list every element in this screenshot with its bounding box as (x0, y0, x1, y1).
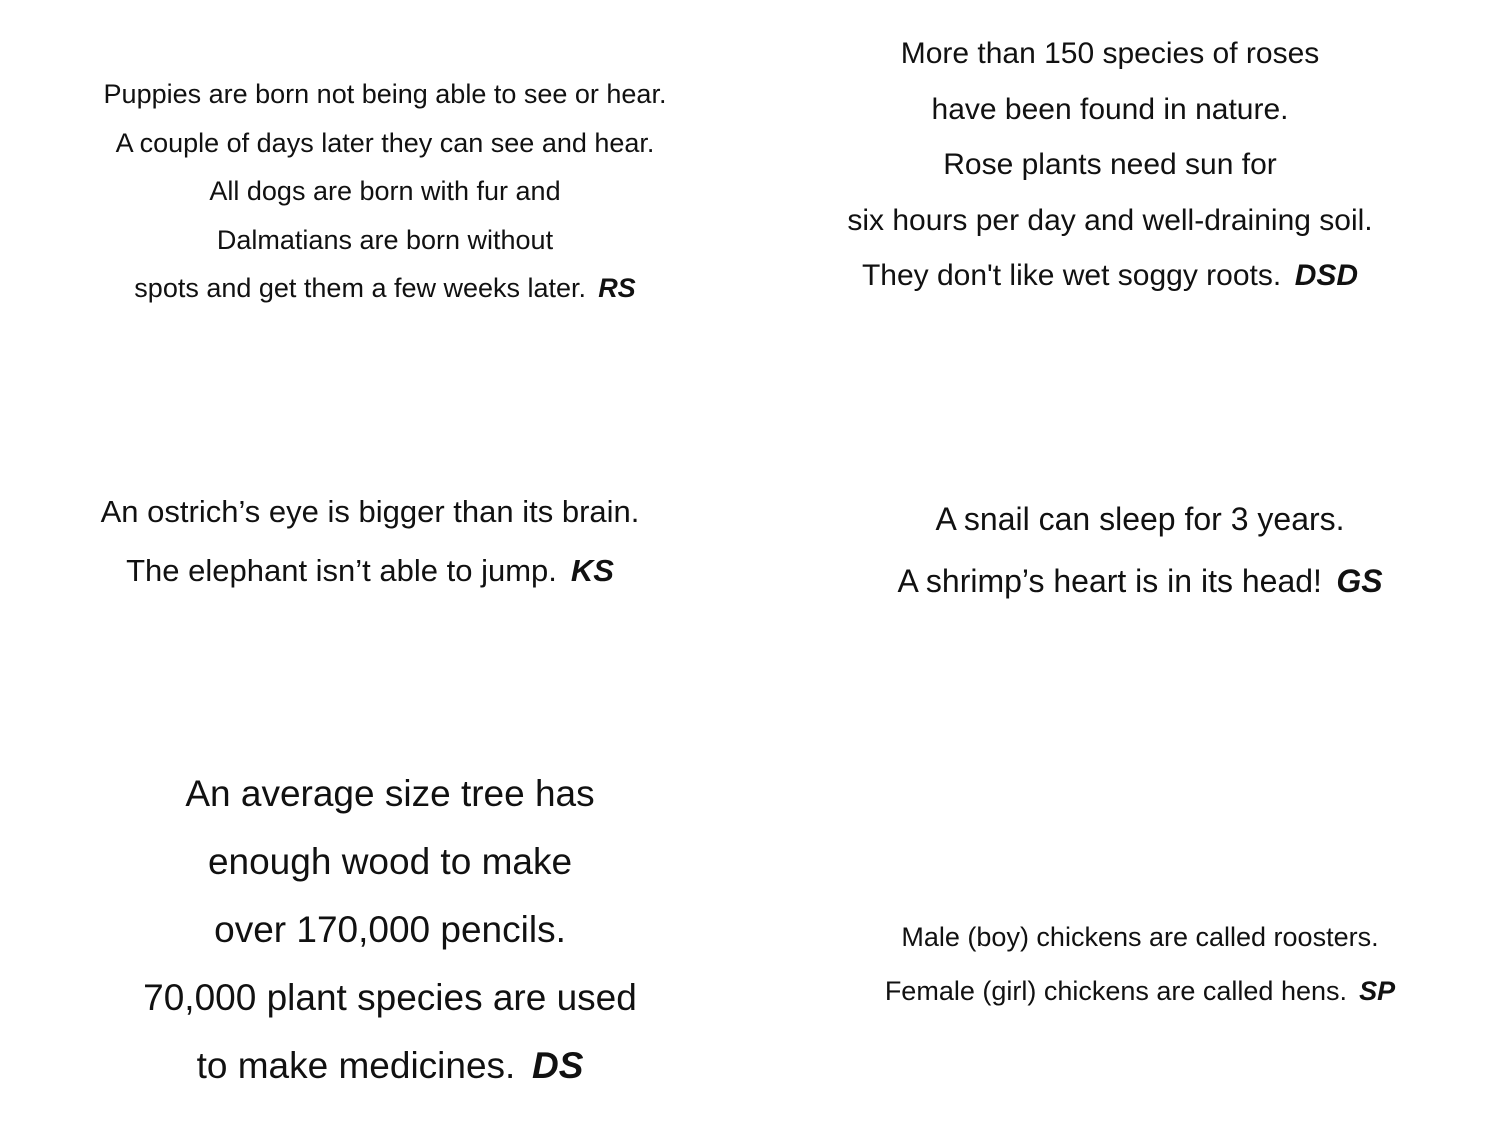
fact-text: They don't like wet soggy roots. (861, 259, 1282, 292)
fact-line: have been found in nature. (931, 92, 1289, 126)
fact-text: A shrimp’s heart is in its head! (897, 563, 1322, 599)
fact-text: spots and get them a few weeks later. (134, 273, 587, 303)
author-initials: GS (1336, 563, 1383, 599)
fact-block-trees (80, 760, 700, 1100)
fact-block-chickens (820, 910, 1460, 1018)
fact-line: Male (boy) chickens are called roosters. (901, 922, 1379, 952)
fact-block-puppies (60, 70, 710, 313)
author-initials: SP (1359, 976, 1396, 1006)
fact-line-last (820, 964, 1460, 1018)
fact-line: six hours per day and well-draining soil. (847, 203, 1373, 237)
fact-line-last (80, 1032, 700, 1100)
fact-line: All dogs are born with fur and (209, 176, 561, 206)
fact-text: The elephant isn’t able to jump. (126, 553, 557, 588)
author-initials: KS (570, 553, 614, 588)
fact-line: Rose plants need sun for (943, 148, 1277, 181)
author-initials: RS (598, 273, 636, 303)
fact-block-roses (800, 26, 1420, 304)
author-initials: DSD (1294, 259, 1359, 292)
fact-line: over 170,000 pencils. (214, 909, 566, 950)
fact-text: Female (girl) chickens are called hens. (884, 976, 1348, 1006)
fact-line: A snail can sleep for 3 years. (935, 501, 1345, 537)
author-initials: DS (531, 1045, 584, 1086)
fact-line: A couple of days later they can see and hear. (115, 127, 655, 158)
fact-line-last (800, 248, 1420, 304)
fact-line: 70,000 plant species are used (143, 977, 637, 1018)
fact-block-ostrich (60, 482, 680, 600)
fact-line-last (60, 264, 710, 313)
fact-line: enough wood to make (207, 841, 573, 882)
fact-text: to make medicines. (196, 1045, 516, 1086)
fact-line: An average size tree has (185, 773, 595, 814)
fact-line: Dalmatians are born without (216, 224, 554, 255)
fact-line: Puppies are born not being able to see or hear. (103, 79, 667, 109)
fact-line-last (60, 541, 680, 600)
fact-line: More than 150 species of roses (900, 37, 1320, 70)
fact-line-last (820, 550, 1460, 612)
fact-block-snail (820, 488, 1460, 612)
fact-line: An ostrich’s eye is bigger than its brain. (100, 494, 640, 529)
